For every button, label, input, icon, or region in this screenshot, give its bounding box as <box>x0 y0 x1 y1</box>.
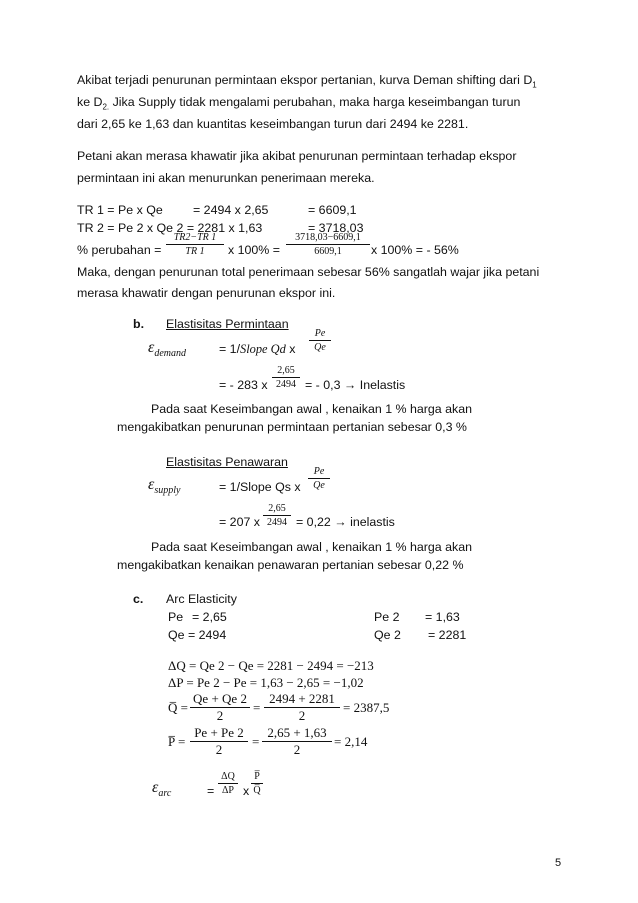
qe-label: Qe = 2494 <box>168 628 227 642</box>
eps-arc-sub: arc <box>158 788 172 800</box>
demand-eq1-x: x <box>285 342 296 356</box>
pbar-equals: = <box>252 734 260 749</box>
qbar-fraction-2 <box>264 692 340 724</box>
tr2-result: = 3718,03 <box>308 221 364 235</box>
tr-fraction <box>166 232 224 257</box>
demand-eq2-den: 2494 <box>276 379 296 390</box>
demand-eq2-num: 2,65 <box>277 365 295 376</box>
section-b-heading: Elastisitas Permintaan <box>166 317 289 331</box>
pbar-num1: Pe + Pe 2 <box>194 725 244 740</box>
pbar-den2: 2 <box>293 742 301 758</box>
eps-demand-symbol: ε <box>148 339 155 356</box>
para2-line1: Petani akan merasa khawatir jika akibat penurunan permintaan terhadap ekspor <box>77 149 517 163</box>
demand-expl-line2: mengakibatkan penurunan permintaan pertanian sebesar 0,3 % <box>117 420 467 434</box>
pbar-den1: 2 <box>215 742 223 758</box>
para1-line2-pre: ke D <box>77 95 103 109</box>
para1-line2-post: Jika Supply tidak mengalami perubahan, maka harga keseimbangan turun <box>109 95 521 109</box>
eps-demand <box>148 339 186 360</box>
pbar-num2: 2,65 + 1,63 <box>267 725 327 740</box>
pbar-fraction-1 <box>190 726 248 758</box>
arc-den1: ΔP <box>222 785 234 796</box>
qbar-fraction-1 <box>190 692 250 724</box>
para3-line1: Maka, dengan penurunan total penerimaan sebesar 56% sangatlah wajar jika petani <box>77 265 540 279</box>
arc-fraction-1 <box>218 771 238 796</box>
section-c-heading: Arc Elasticity <box>166 592 237 606</box>
demand-eq2-post: = - 0,3 → Inelastis <box>305 378 406 392</box>
eps-arc-symbol: ε <box>152 779 159 796</box>
supply-pe-qe-fraction <box>308 466 330 491</box>
eps-demand-sub: demand <box>154 348 186 360</box>
demand-eq2-fraction <box>272 365 300 390</box>
pe2-label: Pe 2 <box>374 610 400 624</box>
demand-frac-num: Pe <box>314 328 326 339</box>
para1-line1 <box>77 73 537 90</box>
demand-expl-line1: Pada saat Keseimbangan awal , kenaikan 1 % harga akan <box>151 402 472 416</box>
tr-values-fraction <box>286 232 370 257</box>
tr1-calc: = 2494 x 2,65 <box>193 203 269 217</box>
para1-line3: dari 2,65 ke 1,63 dan kuantitas keseimbangan turun dari 2494 ke 2281. <box>77 117 469 131</box>
supply-frac-den: Qe <box>313 480 325 491</box>
delta-q-equation: ΔQ = Qe 2 − Qe = 2281 − 2494 = −213 <box>168 658 374 673</box>
pbar-result: = 2,14 <box>334 734 368 749</box>
delta-p-equation: ΔP = Pe 2 − Pe = 1,63 − 2,65 = −1,02 <box>168 675 364 690</box>
x100-a: x 100% = <box>228 243 281 257</box>
supply-expl-line2: mengakibatkan kenaikan penawaran pertanian sebesar 0,22 % <box>117 558 464 572</box>
para1-line2 <box>77 95 520 112</box>
tr1-label: TR 1 = Pe x Qe <box>77 203 163 217</box>
demand-eq1 <box>219 342 295 356</box>
supply-frac-num: Pe <box>313 466 325 477</box>
supply-eq1: = 1/Slope Qs x <box>219 480 301 494</box>
pe-label: Pe <box>168 610 184 624</box>
qbar-num2: 2494 + 2281 <box>269 691 335 706</box>
tr2-label: TR 2 = Pe 2 x Qe 2 = 2281 x 1,63 <box>77 221 263 235</box>
supply-eq2-post: = 0,22 → inelastis <box>296 515 395 529</box>
tr1-result: = 6609,1 <box>308 203 357 217</box>
tr-values-num: 3718,03−6609,1 <box>295 232 361 243</box>
arc-times: x <box>243 784 250 798</box>
eps-supply-symbol: ε <box>148 476 155 493</box>
para1-line1-sub: 1 <box>532 80 537 90</box>
qbar-result: = 2387,5 <box>343 700 390 715</box>
arc-num2: P̅ <box>254 771 260 782</box>
qbar-den2: 2 <box>298 708 306 724</box>
tr-fraction-den: TR 1 <box>185 246 205 257</box>
qbar-num1: Qe + Qe 2 <box>193 691 247 706</box>
pe-value: = 2,65 <box>192 610 227 624</box>
qbar-equals: = <box>253 700 261 715</box>
demand-frac-den: Qe <box>314 342 326 353</box>
arc-fraction-2 <box>251 771 263 796</box>
para1-line1-text: Akibat terjadi penurunan permintaan ekspor pertanian, kurva Deman shifting dari D <box>77 73 533 87</box>
x100-b: x 100% = - 56% <box>371 243 459 257</box>
tr-values-den: 6609,1 <box>314 246 342 257</box>
section-c-marker: c. <box>133 592 144 606</box>
eps-supply <box>148 476 180 497</box>
demand-pe-qe-fraction <box>309 328 331 353</box>
supply-eq2-pre: = 207 x <box>219 515 260 529</box>
arc-num1: ΔQ <box>221 771 235 782</box>
demand-eq1-italic: Slope Qd <box>240 342 286 356</box>
pct-label: % perubahan = <box>77 243 162 257</box>
arc-equals: = <box>207 784 215 798</box>
tr-fraction-num: TR2−TR 1 <box>173 232 217 243</box>
demand-eq2-pre: = - 283 x <box>219 378 268 392</box>
supply-heading: Elastisitas Penawaran <box>166 455 288 469</box>
supply-eq2-den: 2494 <box>267 517 287 528</box>
demand-eq1-pre: = 1/ <box>219 342 241 356</box>
qe2-label: Qe 2 <box>374 628 401 642</box>
supply-eq2-fraction <box>263 503 291 528</box>
pbar-lhs: P̅ = <box>168 734 186 749</box>
pe2-value: = 1,63 <box>425 610 460 624</box>
supply-eq2-num: 2,65 <box>268 503 286 514</box>
eps-supply-sub: supply <box>154 485 181 497</box>
para2-line2: permintaan ini akan menurunkan penerimaan mereka. <box>77 171 375 185</box>
eps-arc <box>152 779 171 800</box>
arc-den2: Q̅ <box>253 785 261 796</box>
para3-line2: merasa khawatir dengan penurunan ekspor ini. <box>77 286 336 300</box>
qbar-lhs: Q̅ = <box>168 700 188 715</box>
page-number: 5 <box>555 857 562 869</box>
section-b-marker: b. <box>133 317 145 331</box>
qbar-den1: 2 <box>216 708 224 724</box>
para1-line2-sub: 2. <box>102 102 110 112</box>
pbar-fraction-2 <box>262 726 332 758</box>
qe2-value: = 2281 <box>428 628 467 642</box>
supply-expl-line1: Pada saat Keseimbangan awal , kenaikan 1 % harga akan <box>151 540 472 554</box>
